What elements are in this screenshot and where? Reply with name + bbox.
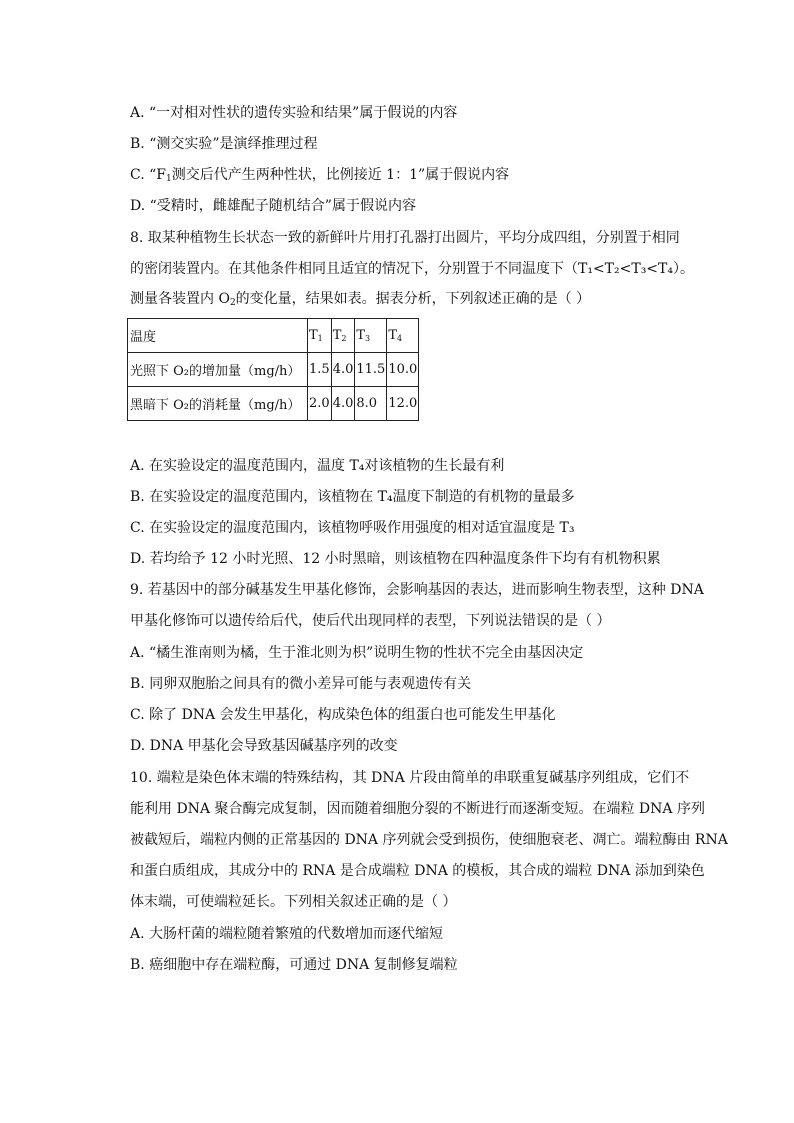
q10-stem-line-4: 和蛋白质组成，其成分中的 RNA 是合成端粒 DNA 的模板，其合成的端粒 DNA 添加到染色 [130, 863, 705, 879]
cell-value: 4.0 [331, 353, 355, 387]
cell-value: 2.0 [308, 387, 332, 421]
header-t2: $T_2$ [331, 319, 355, 353]
q10-stem-line-1: 10. 端粒是染色体末端的特殊结构，其 DNA 片段由简单的串联重复碱基序列组成，它们不 [130, 770, 690, 786]
cell-value: 12.0 [387, 387, 419, 421]
q8-stem-line-1: 8. 取某种植物生长状态一致的新鲜叶片用打孔器打出圆片，平均分成四组，分别置于相同 [130, 230, 680, 246]
q7-option-d: D. “受精时，雌雄配子随机结合”属于假说内容 [130, 198, 416, 214]
q9-stem-line-1: 9. 若基因中的部分碱基发生甲基化修饰，会影响基因的表达，进而影响生物表型，这种 DNA [130, 582, 704, 598]
q8-stem-line-2: 的密闭装置内。在其他条件相同且适宜的情况下，分别置于不同温度下（T₁<T₂<T₃<T₄）。 [130, 261, 694, 277]
q8-data-table [127, 318, 419, 421]
q7-option-c: C. “$F_1$测交后代产生两种性状，比例接近 1：1”属于假说内容 [130, 167, 510, 184]
q9-option-b: B. 同卵双胞胎之间具有的微小差异可能与表观遗传有关 [130, 676, 472, 692]
q9-option-d: D. DNA 甲基化会导致基因碱基序列的改变 [130, 738, 398, 754]
header-t1: $T_1$ [308, 319, 332, 353]
row-label-light: 光照下 O₂的增加量（mg/h） [128, 353, 308, 387]
q9-option-a: A. “橘生淮南则为橘，生于淮北则为枳”说明生物的性状不完全由基因决定 [130, 645, 584, 661]
q8-option-d: D. 若均给予 12 小时光照、12 小时黑暗，则该植物在四种温度条件下均有有机物积累 [130, 551, 661, 567]
q10-stem-line-3: 被截短后，端粒内侧的正常基因的 DNA 序列就会受到损伤，使细胞衰老、凋亡。端粒酶由 RNA [130, 832, 728, 848]
q8-stem-line-3: 测量各装置内 $O_2$的变化量，结果如表。据表分析，下列叙述正确的是（ ） [130, 291, 591, 308]
q9-stem-line-2: 甲基化修饰可以遗传给后代，使后代出现同样的表型，下列说法错误的是（ ） [130, 613, 611, 629]
cell-value: 10.0 [387, 353, 419, 387]
q9-option-c: C. 除了 DNA 会发生甲基化，构成染色体的组蛋白也可能发生甲基化 [130, 707, 556, 723]
q10-option-b: B. 癌细胞中存在端粒酶，可通过 DNA 复制修复端粒 [130, 957, 458, 973]
header-t3: $T_3$ [355, 319, 387, 353]
q8-option-a: A. 在实验设定的温度范围内，温度 T₄对该植物的生长最有利 [130, 458, 505, 474]
cell-value: 4.0 [331, 387, 355, 421]
q7-option-b: B. “测交实验”是演绎推理过程 [130, 136, 318, 152]
table-row [128, 353, 419, 387]
q10-stem-line-2: 能利用 DNA 聚合酶完成复制，因而随着细胞分裂的不断进行而逐渐变短。在端粒 DNA 序列 [130, 801, 705, 817]
q10-option-a: A. 大肠杆菌的端粒随着繁殖的代数增加而逐代缩短 [130, 926, 444, 942]
cell-value: 8.0 [355, 387, 387, 421]
q8-option-c: C. 在实验设定的温度范围内，该植物呼吸作用强度的相对适宜温度是 T₃ [130, 520, 575, 536]
q10-stem-line-5: 体末端，可使端粒延长。下列相关叙述正确的是（ ） [130, 894, 457, 910]
table-header-row [128, 319, 419, 353]
cell-value: 1.5 [308, 353, 332, 387]
q8-option-b: B. 在实验设定的温度范围内，该植物在 T₄温度下制造的有机物的量最多 [130, 489, 575, 505]
header-temperature: 温度 [128, 319, 308, 353]
cell-value: 11.5 [355, 353, 387, 387]
row-label-dark: 黑暗下 O₂的消耗量（mg/h） [128, 387, 308, 421]
header-t4: $T_4$ [387, 319, 419, 353]
table-row [128, 387, 419, 421]
q7-option-a: A. “一对相对性状的遗传实验和结果”属于假说的内容 [130, 105, 458, 121]
